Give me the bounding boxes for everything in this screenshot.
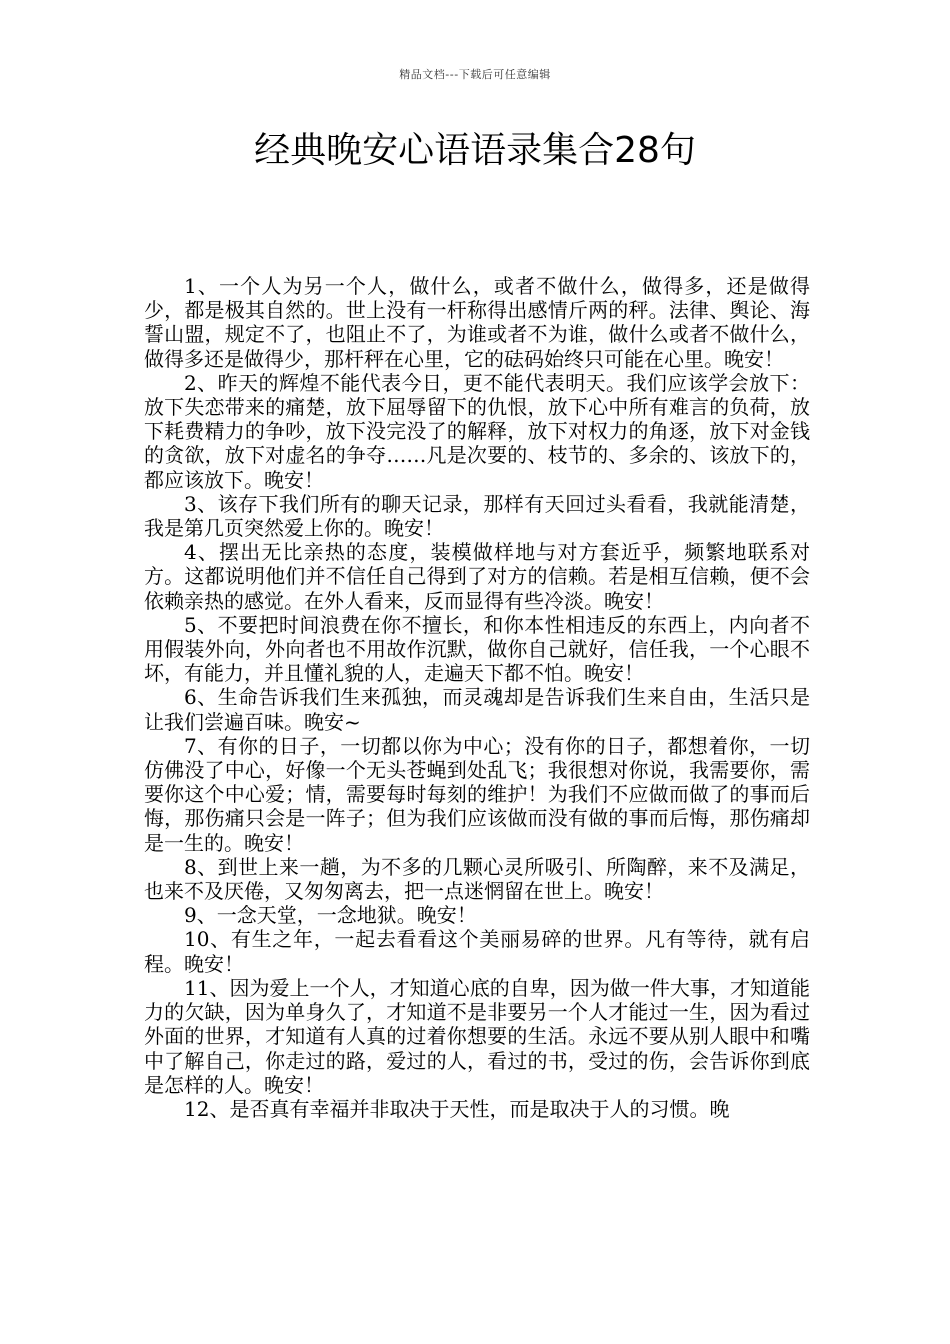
paragraph-10: 10、有生之年，一起去看看这个美丽易碎的世界。凡有等待，就有启程。晚安！ [144,927,810,976]
paragraph-3: 3、该存下我们所有的聊天记录，那样有天回过头看看，我就能清楚，我是第几页突然爱上你的。晚安！ [144,491,810,541]
document-body [144,274,810,1121]
paragraph-7: 7、有你的日子，一切都以你为中心；没有你的日子，都想着你，一切仿佛没了中心，好像一个无头苍蝇到处乱飞；我很想对你说，我需要你，需要你这个中心爱；情，需要每时每刻的维护！为我们不应做而做了的事而后悔，那伤痛只会是一阵子；但为我们应该做而没有做的事而后悔，那伤痛却是一生的。晚安！ [144,733,810,855]
header-note: 精品文档---下载后可任意编辑 [399,68,551,81]
paragraph-12: 12、是否真有幸福并非取决于天性，而是取决于人的习惯。晚 [184,1096,730,1121]
paragraph-4: 4、摆出无比亲热的态度，装模做样地与对方套近乎，频繁地联系对方。这都说明他们并不信任自己得到了对方的信赖。若是相互信赖，便不会依赖亲热的感觉。在外人看来，反而显得有些冷淡。晚安！ [144,540,810,613]
paragraph-11: 11、因为爱上一个人，才知道心底的自卑，因为做一件大事，才知道能力的欠缺，因为单身久了，才知道不是非要另一个人才能过一生，因为看过外面的世界，才知道有人真的过着你想要的生活。永远不要从别人眼中和嘴中了解自己，你走过的路，爱过的人，看过的书，受过的伤，会告诉你到底是怎样的人。晚安！ [144,975,810,1097]
paragraph-5: 5、不要把时间浪费在你不擅长，和你本性相违反的东西上，内向者不用假装外向，外向者也不用故作沉默，做你自己就好，信任我，一个心眼不坏，有能力，并且懂礼貌的人，走遍天下都不怕。晚安！ [144,612,810,686]
paragraph-6: 6、生命告诉我们生来孤独，而灵魂却是告诉我们生来自由，生活只是让我们尝遍百味。晚安~ [144,685,810,734]
paragraph-1: 1、一个人为另一个人，做什么，或者不做什么，做得多，还是做得少，都是极其自然的。世上没有一杆称得出感情斤两的秤。法律、舆论、海誓山盟，规定不了，也阻止不了，为谁或者不为谁，做什么或者不做什么，做得多还是做得少，那杆秤在心里，它的砝码始终只可能在心里。晚安！ [144,274,810,371]
paragraph-2: 2、昨天的辉煌不能代表今日，更不能代表明天。我们应该学会放下：放下失恋带来的痛楚，放下屈辱留下的仇恨，放下心中所有难言的负荷，放下耗费精力的争吵，放下没完没了的解释，放下对权力的角逐，放下对金钱的贪欲，放下对虚名的争夺……凡是次要的、枝节的、多余的、该放下的，都应该放下。晚安！ [144,370,810,492]
paragraph-9: 9、一念天堂，一念地狱。晚安！ [184,903,477,928]
document-title: 经典晚安心语语录集合28句 [254,130,696,171]
paragraph-8: 8、到世上来一趟，为不多的几颗心灵所吸引、所陶醉，来不及满足，也来不及厌倦，又匆匆离去，把一点迷惘留在世上。晚安！ [144,854,810,904]
